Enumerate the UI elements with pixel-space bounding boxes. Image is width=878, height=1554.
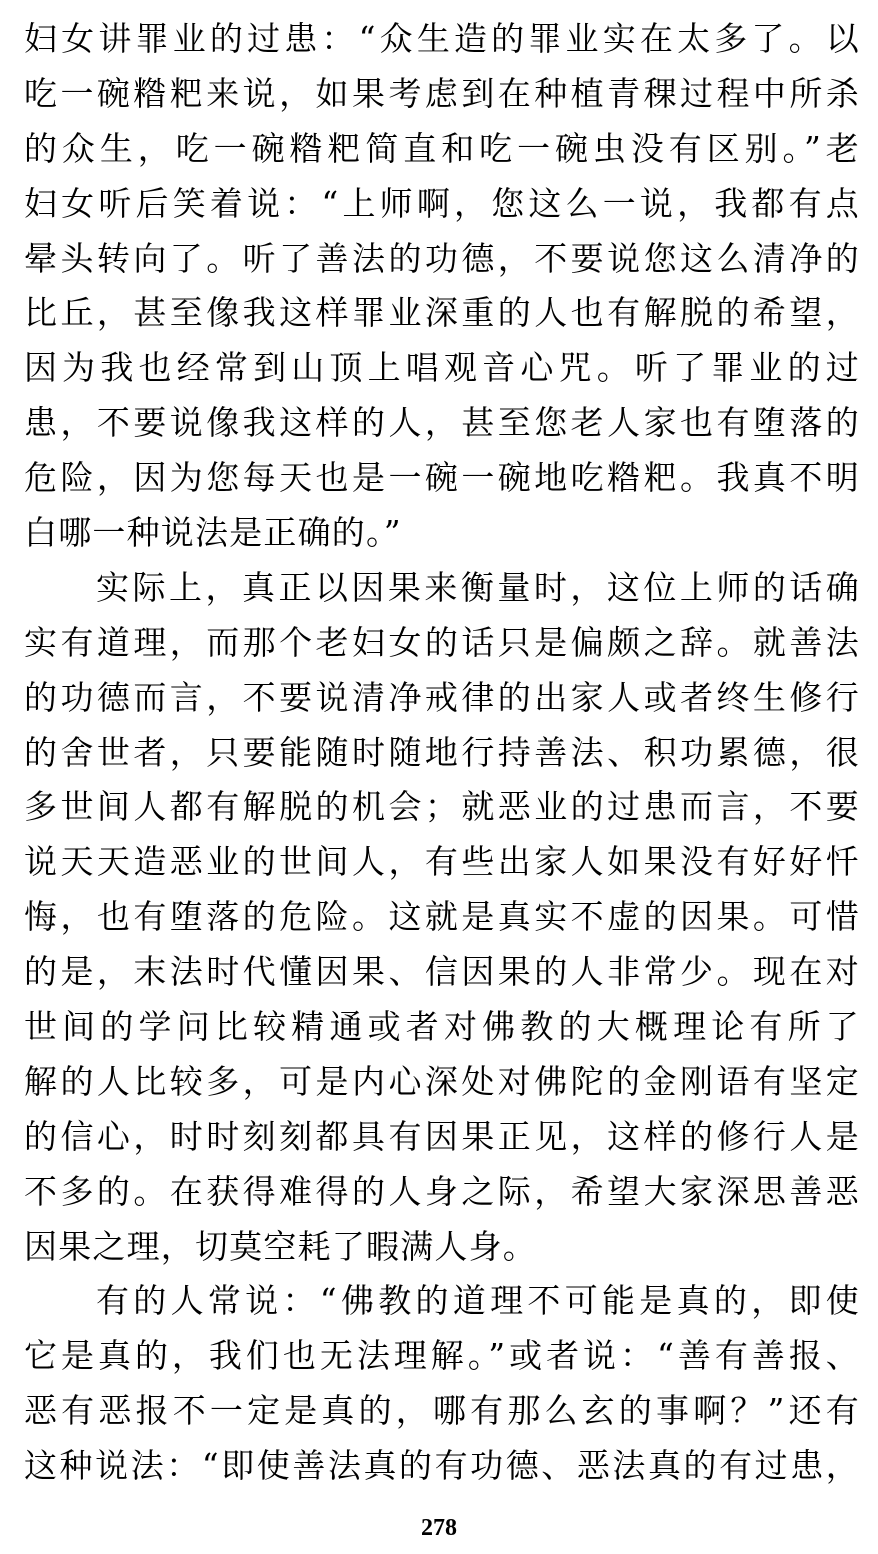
text-line: 的众生，吃一碗糌粑简直和吃一碗虫没有区别。”老: [24, 128, 860, 168]
text-line: 患，不要说像我这样的人，甚至您老人家也有堕落的: [24, 403, 860, 443]
text-line: 的功德而言，不要说清净戒律的出家人或者终生修行: [24, 677, 860, 717]
text-line: 恶有恶报不一定是真的，哪有那么玄的事啊？”还有: [24, 1391, 860, 1431]
text-line: 多世间人都有解脱的机会；就恶业的过患而言，不要: [24, 787, 860, 827]
text-line: 悔，也有堕落的危险。这就是真实不虚的因果。可惜: [24, 897, 860, 937]
text-line: 说天天造恶业的世间人，有些出家人如果没有好好忏: [24, 842, 860, 882]
text-line: 不多的。在获得难得的人身之际，希望大家深思善恶: [24, 1171, 860, 1211]
text-line: 它是真的，我们也无法理解。”或者说：“善有善报、: [24, 1336, 860, 1376]
text-line: 的信心，时时刻刻都具有因果正见，这样的修行人是: [24, 1116, 860, 1156]
text-line: 世间的学问比较精通或者对佛教的大概理论有所了: [24, 1007, 860, 1047]
text-line: 的舍世者，只要能随时随地行持善法、积功累德，很: [24, 732, 860, 772]
text-line: 白哪一种说法是正确的。”: [24, 513, 402, 553]
text-line: 因果之理，切莫空耗了暇满人身。: [24, 1226, 537, 1266]
text-line: 晕头转向了。听了善法的功德，不要说您这么清净的: [24, 238, 860, 278]
text-line: 解的人比较多，可是内心深处对佛陀的金刚语有坚定: [24, 1061, 860, 1101]
text-line: 吃一碗糌粑来说，如果考虑到在种植青稞过程中所杀: [24, 73, 860, 113]
text-line: 妇女讲罪业的过患：“众生造的罪业实在太多了。以: [24, 19, 860, 58]
paragraph-first-line: 实际上，真正以因果来衡量时，这位上师的话确: [96, 567, 860, 607]
text-line: 比丘，甚至像我这样罪业深重的人也有解脱的希望，: [24, 293, 860, 333]
body-text: [24, 12, 860, 1494]
text-line: 的是，末法时代懂因果、信因果的人非常少。现在对: [24, 952, 860, 992]
page-number: 278: [421, 1515, 457, 1541]
text-line: 这种说法：“即使善法真的有功德、恶法真的有过患，: [24, 1446, 860, 1486]
text-line: 妇女听后笑着说：“上师啊，您这么一说，我都有点: [24, 183, 860, 223]
text-line: 因为我也经常到山顶上唱观音心咒。听了罪业的过: [24, 348, 860, 388]
text-line: 危险，因为您每天也是一碗一碗地吃糌粑。我真不明: [24, 458, 860, 498]
paragraph-first-line: 有的人常说：“佛教的道理不可能是真的，即使: [96, 1281, 860, 1321]
text-line: 实有道理，而那个老妇女的话只是偏颇之辞。就善法: [24, 622, 860, 662]
